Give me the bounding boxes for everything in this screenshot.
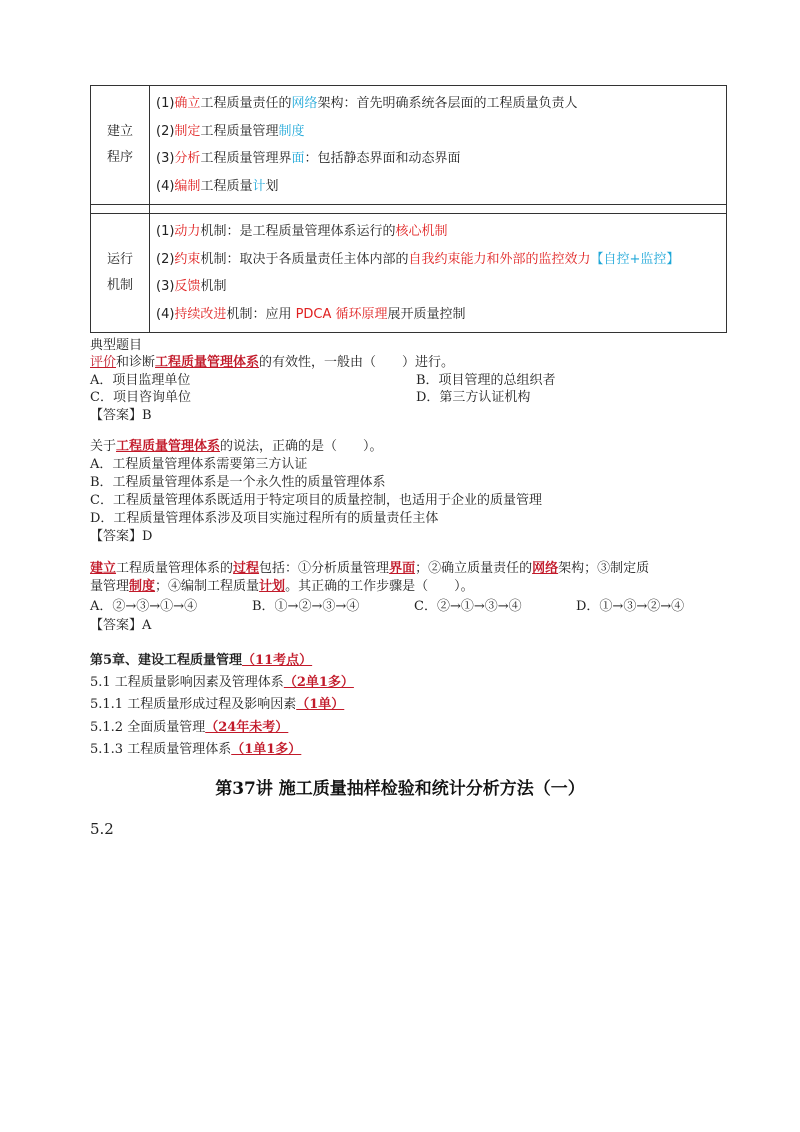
- item-index: (2): [156, 123, 175, 139]
- keyword: 网络: [291, 96, 318, 111]
- chapter-5: [90, 652, 312, 669]
- option-b: B．项目管理的总组织者: [416, 373, 556, 388]
- text: 机制：是工程质量管理体系运行的: [200, 224, 396, 239]
- label-line: 建立: [106, 124, 133, 139]
- option-c: C．项目咨询单位: [90, 390, 191, 405]
- option-c: C．②→①→③→④: [414, 599, 522, 614]
- keyword: 编制: [174, 178, 201, 194]
- tag: （24年未考）: [205, 720, 289, 735]
- emph: 制度: [129, 579, 156, 594]
- text: 展开质量控制: [387, 306, 466, 322]
- label-line: 机制: [106, 278, 133, 293]
- option-c: C．工程质量管理体系既适用于特定项目的质量控制，也适用于企业的质量管理: [90, 493, 542, 508]
- option-a: A．工程质量管理体系需要第三方认证: [90, 457, 308, 472]
- text: 5.1.3 工程质量管理体系: [90, 742, 232, 757]
- answer: 【答案】B: [90, 408, 152, 423]
- text: 架构；③制定质: [558, 561, 650, 576]
- text: ：包括静态界面和动态界面: [304, 151, 461, 166]
- text: 架构：首先明确系统各层面的工程质量负责人: [317, 96, 578, 111]
- section-title: 典型题目: [90, 338, 143, 353]
- text: 5.1.1 工程质量形成过程及影响因素: [90, 697, 297, 712]
- option-b: B．①→②→③→④: [252, 599, 360, 614]
- question-1-stem: [90, 354, 454, 371]
- quality-system-table: [90, 85, 727, 333]
- tag: （2单1多）: [283, 675, 354, 690]
- emph: 界面: [389, 561, 416, 576]
- text: ；④编制工程质量: [155, 579, 260, 594]
- table-gap: [91, 205, 727, 214]
- text: 机制: [200, 279, 227, 294]
- emph: 评价: [90, 355, 117, 370]
- answer: 【答案】A: [90, 618, 152, 633]
- option-a: A．②→③→①→④: [90, 599, 198, 614]
- text: 。其正确的工作步骤是（ ）。: [285, 579, 474, 594]
- answer: 【答案】D: [90, 529, 153, 544]
- text: 工程质量管理: [200, 123, 279, 139]
- text: ；②确立质量责任的: [415, 561, 533, 576]
- keyword: 制定: [174, 123, 201, 139]
- keyword: 计: [252, 178, 266, 194]
- build-item: [156, 90, 720, 118]
- text: 第5章、建设工程质量管理: [90, 653, 243, 668]
- text: 5.1.2 全面质量管理: [90, 720, 206, 735]
- keyword: 持续改进: [174, 306, 227, 322]
- emph: 网络: [532, 561, 559, 576]
- emph: 建立: [90, 561, 117, 576]
- item-index: (3): [156, 151, 175, 166]
- section-5-1-3: [90, 741, 301, 758]
- run-mechanism-label: [91, 214, 150, 333]
- item-index: (4): [156, 178, 175, 194]
- keyword: 约束: [174, 251, 201, 267]
- run-item: [156, 218, 720, 246]
- run-item: [156, 273, 720, 301]
- item-index: (1): [156, 96, 175, 111]
- emph: 过程: [233, 561, 260, 576]
- text: 划: [265, 178, 279, 194]
- item-index: (4): [156, 306, 175, 322]
- text: 工程质量: [200, 178, 253, 194]
- text: 工程质量责任的: [200, 96, 292, 111]
- text: 的有效性，一般由（ ）进行。: [259, 355, 455, 370]
- emph: 计划: [259, 579, 286, 594]
- lecture-heading: 第37讲 施工质量抽样检验和统计分析方法（一）: [215, 779, 585, 799]
- keyword: PDCA 循环原理: [295, 306, 388, 322]
- keyword: 分析: [174, 151, 201, 166]
- text: 工程质量管理界: [200, 151, 292, 166]
- text: 的说法，正确的是（ ）。: [220, 439, 383, 454]
- label-line: 运行: [106, 252, 133, 267]
- option-d: D．工程质量管理体系涉及项目实施过程所有的质量责任主体: [90, 511, 439, 526]
- build-procedure-items: [150, 86, 727, 205]
- build-item: [156, 118, 720, 146]
- text: 关于: [90, 439, 117, 454]
- keyword: 【自控+监控】: [590, 251, 680, 267]
- build-procedure-label: [91, 86, 150, 205]
- question-2-stem: [90, 438, 383, 455]
- keyword: 核心机制: [395, 224, 448, 239]
- build-item: [156, 145, 720, 173]
- keyword: 反馈: [174, 279, 201, 294]
- item-index: (3): [156, 279, 175, 294]
- tag: （1单1多）: [231, 742, 302, 757]
- text: 和诊断: [116, 355, 156, 370]
- section-5-1: [90, 674, 354, 691]
- question-3-stem-line2: [90, 578, 474, 595]
- section-5-1-1: [90, 696, 344, 713]
- keyword: 自我约束能力和外部的监控效力: [408, 251, 591, 267]
- text: 包括：①分析质量管理: [259, 561, 390, 576]
- section-number: 5.2: [90, 820, 114, 838]
- text: 机制：取决于各质量责任主体内部的: [200, 251, 409, 267]
- build-procedure-row: [91, 86, 727, 205]
- keyword: 动力: [174, 224, 201, 239]
- build-item: [156, 173, 720, 201]
- question-3-stem-line1: [90, 560, 649, 577]
- item-index: (1): [156, 224, 175, 239]
- run-item: [156, 246, 720, 274]
- text: 量管理: [90, 579, 130, 594]
- text: 机制：应用: [226, 306, 296, 322]
- run-mechanism-items: [150, 214, 727, 333]
- item-index: (2): [156, 251, 175, 267]
- label-line: 程序: [106, 150, 133, 165]
- text: 5.1 工程质量影响因素及管理体系: [90, 675, 284, 690]
- option-d: D．第三方认证机构: [416, 390, 531, 405]
- text: 工程质量管理体系的: [116, 561, 234, 576]
- run-item: [156, 301, 720, 329]
- emph: 工程质量管理体系: [116, 439, 221, 454]
- keyword: 制度: [278, 123, 305, 139]
- emph: 工程质量管理体系: [155, 355, 260, 370]
- keyword: 面: [291, 151, 305, 166]
- option-d: D．①→③→②→④: [576, 599, 685, 614]
- option-a: A．项目监理单位: [90, 373, 191, 388]
- run-mechanism-row: [91, 214, 727, 333]
- tag: （11考点）: [242, 653, 313, 668]
- option-b: B．工程质量管理体系是一个永久性的质量管理体系: [90, 475, 386, 490]
- keyword: 确立: [174, 96, 201, 111]
- section-5-1-2: [90, 719, 288, 736]
- tag: （1单）: [296, 697, 345, 712]
